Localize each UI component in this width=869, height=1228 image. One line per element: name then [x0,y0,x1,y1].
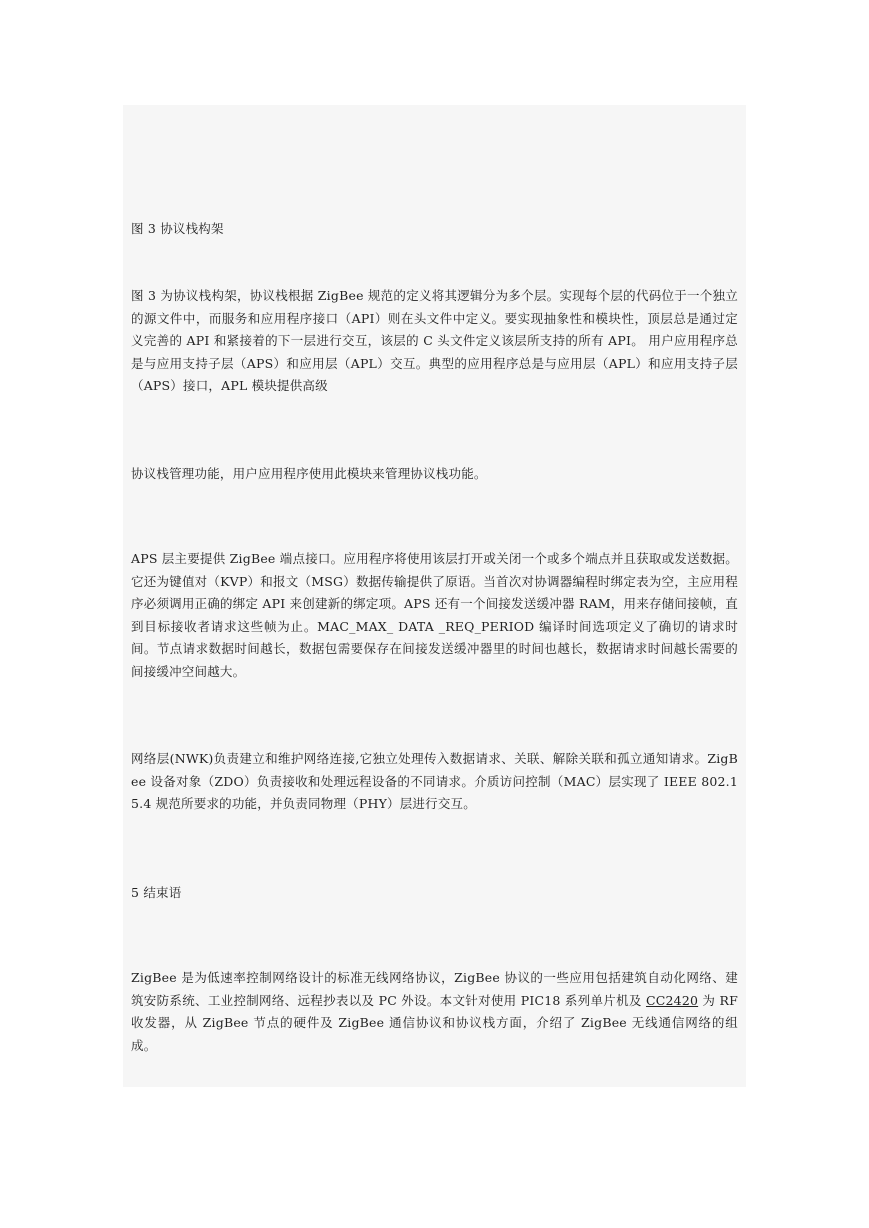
paragraph-stack-management: 协议栈管理功能，用户应用程序使用此模块来管理协议栈功能。 [131,466,487,481]
paragraph-network-layer: 网络层(NWK)负责建立和维护网络连接,它独立处理传入数据请求、关联、解除关联和孤立通知请求。ZigBee 设备对象（ZDO）负责接收和处理远程设备的不同请求。介质访问控制（MAC）层实现了 IEEE 802.15.4 规范所要求的功能，并负责同物理（PHY）层进行交互。 [131,751,738,811]
section-heading-conclusion: 5 结束语 [131,885,182,900]
conclusion-text-before-link: ZigBee 是为低速率控制网络设计的标准无线网络协议，ZigBee 协议的一些应用包括建筑自动化网络、建筑安防系统、工业控制网络、远程抄表以及 PC 外设。本文针对使用 PIC18 系列单片机及 [131,970,738,1008]
paragraph-protocol-stack-architecture: 图 3 为协议栈构架，协议栈根据 ZigBee 规范的定义将其逻辑分为多个层。实现每个层的代码位于一个独立的源文件中，而服务和应用程序接口（API）则在头文件中定义。要实现抽象性和模块性，顶层总是通过定义完善的 API 和紧接着的下一层进行交互，该层的 C 头文件定义该层所支持的所有 API。 用户应用程序总是与应用支持子层（APS）和应用层（APL）交互。典型的应用程序总是与应用层（APL）和应用支持子层（APS）接口，APL 模块提供高级 [131,288,738,393]
paragraph-conclusion [131,967,738,1057]
paragraph-aps-layer: APS 层主要提供 ZigBee 端点接口。应用程序将使用该层打开或关闭一个或多个端点并且获取或发送数据。它还为键值对（KVP）和报文（MSG）数据传输提供了原语。当首次对协调器编程时绑定表为空，主应用程序必须调用正确的绑定 API 来创建新的绑定项。APS 还有一个间接发送缓冲器 RAM，用来存储间接帧，直到目标接收者请求这些帧为止。MAC_MAX_ DATA _REQ_PERIOD 编译时间选项定义了确切的请求时间。节点请求数据时间越长，数据包需要保存在间接发送缓冲器里的时间也越长，数据请求时间越长需要的间接缓冲空间越大。 [131,551,738,679]
conclusion-text-after-link: 为 RF 收发器，从 ZigBee 节点的硬件及 ZigBee 通信协议和协议栈方面，介绍了 ZigBee 无线通信网络的组成。 [131,992,738,1053]
cc2420-link[interactable]: CC2420 [645,992,699,1008]
figure-caption: 图 3 协议栈构架 [131,221,224,236]
